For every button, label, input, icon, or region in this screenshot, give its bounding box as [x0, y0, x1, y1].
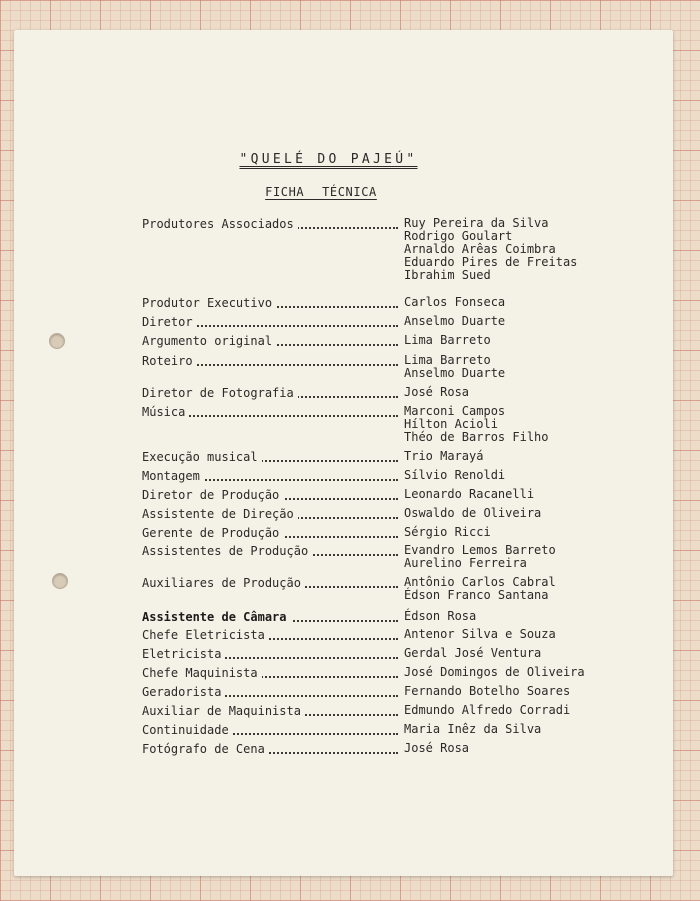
- credit-role-label: Assistentes de Produção: [142, 544, 312, 558]
- credit-role: [142, 450, 398, 464]
- credit-names: [404, 405, 664, 444]
- credit-role: [142, 685, 398, 699]
- credit-names: [404, 469, 664, 482]
- credit-names: [404, 386, 664, 399]
- credit-role: [142, 647, 398, 661]
- credit-role: [142, 526, 398, 540]
- credit-names: [404, 507, 664, 520]
- credit-person-name: Leonardo Racanelli: [404, 487, 535, 501]
- credit-role: [142, 507, 398, 521]
- credit-names: [404, 217, 664, 282]
- film-title: "QUELÉ DO PAJEÚ": [239, 152, 418, 167]
- credit-person-name: Carlos Fonseca: [404, 295, 506, 309]
- credit-names: [404, 544, 664, 570]
- credit-role: [142, 704, 398, 718]
- credit-role: [142, 469, 398, 483]
- credit-person-name: Arnaldo Arêas Coimbra: [404, 242, 556, 256]
- credit-person-name: Lima Barreto: [404, 333, 491, 347]
- credit-person-name: Oswaldo de Oliveira: [404, 506, 542, 520]
- credit-names: [404, 742, 664, 755]
- credit-role-label: Eletricista: [142, 647, 225, 661]
- credit-person-name: Théo de Barros Filho: [404, 430, 549, 444]
- credit-person-name: Édson Franco Santana: [404, 588, 549, 602]
- credit-person-name: Gerdal José Ventura: [404, 646, 542, 660]
- credit-role-label: Assistente de Direção: [142, 507, 298, 521]
- credit-role: [142, 217, 398, 231]
- credit-person-name: Eduardo Pires de Freitas: [404, 255, 578, 269]
- credit-role-label: Chefe Eletricista: [142, 628, 269, 642]
- credit-person-name: Marconi Campos: [404, 404, 506, 418]
- credit-role-label: Diretor de Fotografia: [142, 386, 298, 400]
- credit-role-label: Continuidade: [142, 723, 233, 737]
- credit-role: [142, 742, 398, 756]
- credit-names: [404, 296, 664, 309]
- credit-names: [404, 723, 664, 736]
- credit-person-name: José Rosa: [404, 385, 470, 399]
- credit-role: [142, 354, 398, 368]
- credit-role-label: Roteiro: [142, 354, 197, 368]
- credit-names: [404, 685, 664, 698]
- credit-person-name: José Rosa: [404, 741, 470, 755]
- credit-role: [142, 723, 398, 737]
- credit-person-name: Maria Inêz da Silva: [404, 722, 542, 736]
- credit-role-label: Montagem: [142, 469, 204, 483]
- credit-names: [404, 647, 664, 660]
- credit-names: [404, 576, 664, 602]
- credit-role-label: Diretor: [142, 315, 197, 329]
- credit-role: [142, 296, 398, 310]
- credit-role-label: Geradorista: [142, 685, 225, 699]
- credit-person-name: José Domingos de Oliveira: [404, 665, 585, 679]
- credit-person-name: Sílvio Renoldi: [404, 468, 506, 482]
- credit-role-label: Música: [142, 405, 189, 419]
- credit-person-name: Trio Marayá: [404, 449, 484, 463]
- credit-names: [404, 610, 664, 623]
- credit-names: [404, 704, 664, 717]
- credit-role: [142, 405, 398, 419]
- credit-person-name: Anselmo Duarte: [404, 366, 506, 380]
- credit-names: [404, 526, 664, 539]
- credit-role-label: Execução musical: [142, 450, 262, 464]
- credit-person-name: Rodrigo Goulart: [404, 229, 513, 243]
- credit-person-name: Antônio Carlos Cabral: [404, 575, 556, 589]
- credit-role-label: Produtores Associados: [142, 217, 298, 231]
- credit-role-label: Produtor Executivo: [142, 296, 276, 310]
- credit-role: [142, 386, 398, 400]
- credit-role: [142, 544, 398, 558]
- binder-hole-bottom: [52, 573, 68, 589]
- credit-person-name: Fernando Botelho Soares: [404, 684, 571, 698]
- credit-person-name: Hílton Acioli: [404, 417, 498, 431]
- credit-role-label: Argumento original: [142, 334, 276, 348]
- binder-hole-top: [49, 333, 65, 349]
- credit-person-name: Evandro Lemos Barreto: [404, 543, 556, 557]
- credit-person-name: Aurelino Ferreira: [404, 556, 527, 570]
- credit-role: [142, 334, 398, 348]
- credit-role: [142, 666, 398, 680]
- credit-names: [404, 628, 664, 641]
- credit-names: [404, 354, 664, 380]
- credit-person-name: Ibrahim Sued: [404, 268, 491, 282]
- credit-role-label: Diretor de Produção: [142, 488, 283, 502]
- credit-role-label: Assistente de Câmara: [142, 610, 291, 624]
- credit-role-label: Fotógrafo de Cena: [142, 742, 269, 756]
- credit-names: [404, 666, 664, 679]
- section-heading: FICHA TÉCNICA: [265, 185, 377, 199]
- credit-names: [404, 315, 664, 328]
- credit-role: [142, 628, 398, 642]
- credit-person-name: Édson Rosa: [404, 609, 477, 623]
- credit-role-label: Chefe Maquinista: [142, 666, 262, 680]
- credit-role-label: Auxiliares de Produção: [142, 576, 305, 590]
- credit-names: [404, 450, 664, 463]
- credit-role-label: Gerente de Produção: [142, 526, 283, 540]
- credit-person-name: Antenor Silva e Souza: [404, 627, 556, 641]
- credit-role-label: Auxiliar de Maquinista: [142, 704, 305, 718]
- credit-person-name: Sérgio Ricci: [404, 525, 491, 539]
- credit-role: [142, 315, 398, 329]
- credit-person-name: Ruy Pereira da Silva: [404, 216, 549, 230]
- credit-names: [404, 334, 664, 347]
- credit-names: [404, 488, 664, 501]
- credit-person-name: Edmundo Alfredo Corradi: [404, 703, 571, 717]
- credit-person-name: Lima Barreto: [404, 353, 491, 367]
- credit-person-name: Anselmo Duarte: [404, 314, 506, 328]
- document-sheet: [14, 30, 673, 876]
- credit-role: [142, 488, 398, 502]
- credit-role: [142, 610, 398, 624]
- credit-role: [142, 576, 398, 590]
